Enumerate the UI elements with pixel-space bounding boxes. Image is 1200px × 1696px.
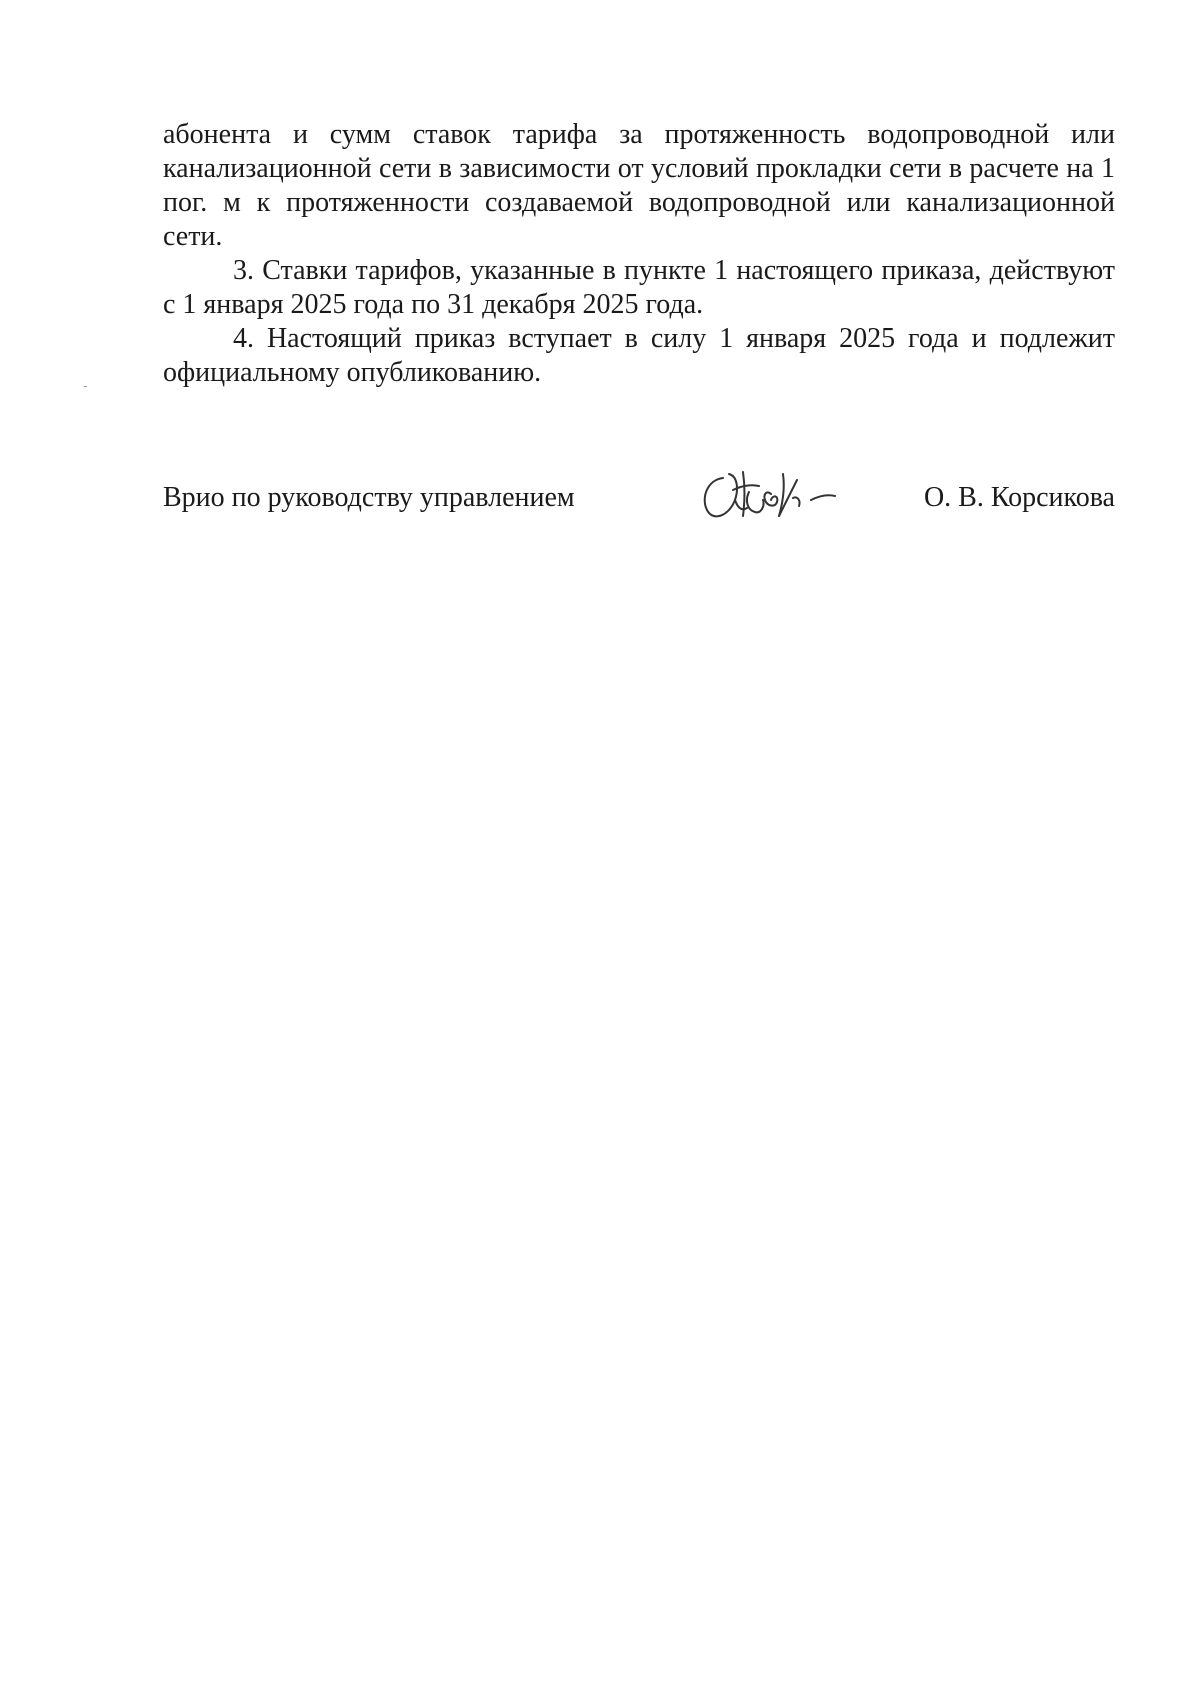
- paragraph-item-3: 3. Ставки тарифов, указанные в пункте 1 настоящего приказа, действуют с 1 января 2025 года по 31 декабря 2025 года.: [163, 255, 1115, 320]
- handwritten-signature: [693, 450, 853, 530]
- scan-artifact: [84, 386, 87, 387]
- signature-block: [163, 450, 1115, 530]
- paragraph-item-4: 4. Настоящий приказ вступает в силу 1 января 2025 года и подлежит официальному опубликованию.: [163, 323, 1115, 388]
- paragraph-continuation: абонента и сумм ставок тарифа за протяженность водопроводной или канализационной сети в зависимости от условий прокладки сети в расчете на 1 пог. м к протяженности создаваемой водопроводной или канализационной сети.: [163, 119, 1115, 252]
- signatory-position: Врио по руководству управлением: [163, 482, 575, 513]
- document-body: [163, 118, 1115, 390]
- signatory-name: О. В. Корсикова: [923, 482, 1115, 513]
